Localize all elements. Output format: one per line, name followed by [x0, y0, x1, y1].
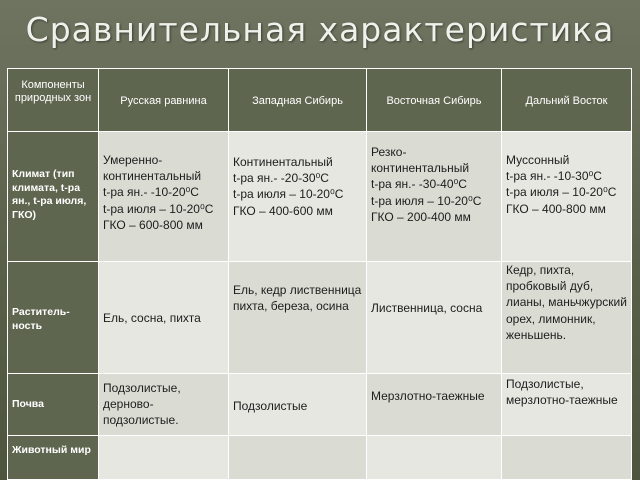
row-climate [8, 132, 632, 262]
cell-fauna-west-siberia [229, 436, 367, 480]
cell-soil-far-east: Подзолистые, мерзлотно-таежные [502, 374, 632, 436]
cell-climate-east-siberia: Резко-континентальный t-ра ян.- -30-40⁰С t-ра июля – 10-20⁰С ГКО – 200-400 мм [367, 132, 502, 262]
row-vegetation [8, 262, 632, 374]
header-west-siberia: Западная Сибирь [229, 69, 367, 132]
cell-climate-far-east: Муссонный t-ра ян.- -10-30⁰С t-ра июля – 10-20⁰С ГКО – 400-800 мм [502, 132, 632, 262]
row-label-vegetation: Раститель-ность [8, 262, 99, 374]
row-label-fauna: Животный мир [8, 436, 99, 480]
row-label-soil: Почва [8, 374, 99, 436]
header-far-east: Дальний Восток [502, 69, 632, 132]
cell-climate-west-siberia: Континентальный t-ра ян.- -20-30⁰С t-ра июля – 10-20⁰С ГКО – 400-600 мм [229, 132, 367, 262]
header-east-siberia: Восточная Сибирь [367, 69, 502, 132]
cell-fauna-russian-plain [99, 436, 229, 480]
row-label-climate: Климат (тип климата, t-ра ян., t-ра июля, ГКО) [8, 132, 99, 262]
cell-vegetation-west-siberia: Ель, кедр лиственница пихта, береза, осина [229, 262, 367, 374]
comparison-table [7, 68, 632, 480]
cell-soil-east-siberia: Мерзлотно-таежные [367, 374, 502, 436]
cell-vegetation-east-siberia: Лиственница, сосна [367, 262, 502, 374]
slide-title: Сравнительная характеристика [25, 10, 615, 49]
row-soil [8, 374, 632, 436]
cell-vegetation-far-east: Кедр, пихта, пробковый дуб, лианы, маньчжурский орех, лимонник, женьшень. [502, 262, 632, 374]
cell-soil-west-siberia: Подзолистые [229, 374, 367, 436]
header-components: Компоненты природных зон [8, 69, 99, 132]
cell-vegetation-russian-plain: Ель, сосна, пихта [99, 262, 229, 374]
header-russian-plain: Русская равнина [99, 69, 229, 132]
cell-climate-russian-plain: Умеренно-континентальный t-ра ян.- -10-20⁰С t-ра июля – 10-20⁰С ГКО – 600-800 мм [99, 132, 229, 262]
cell-fauna-east-siberia [367, 436, 502, 480]
cell-fauna-far-east [502, 436, 632, 480]
row-fauna [8, 436, 632, 480]
header-row [8, 69, 632, 132]
cell-soil-russian-plain: Подзолистые, дерново-подзолистые. [99, 374, 229, 436]
